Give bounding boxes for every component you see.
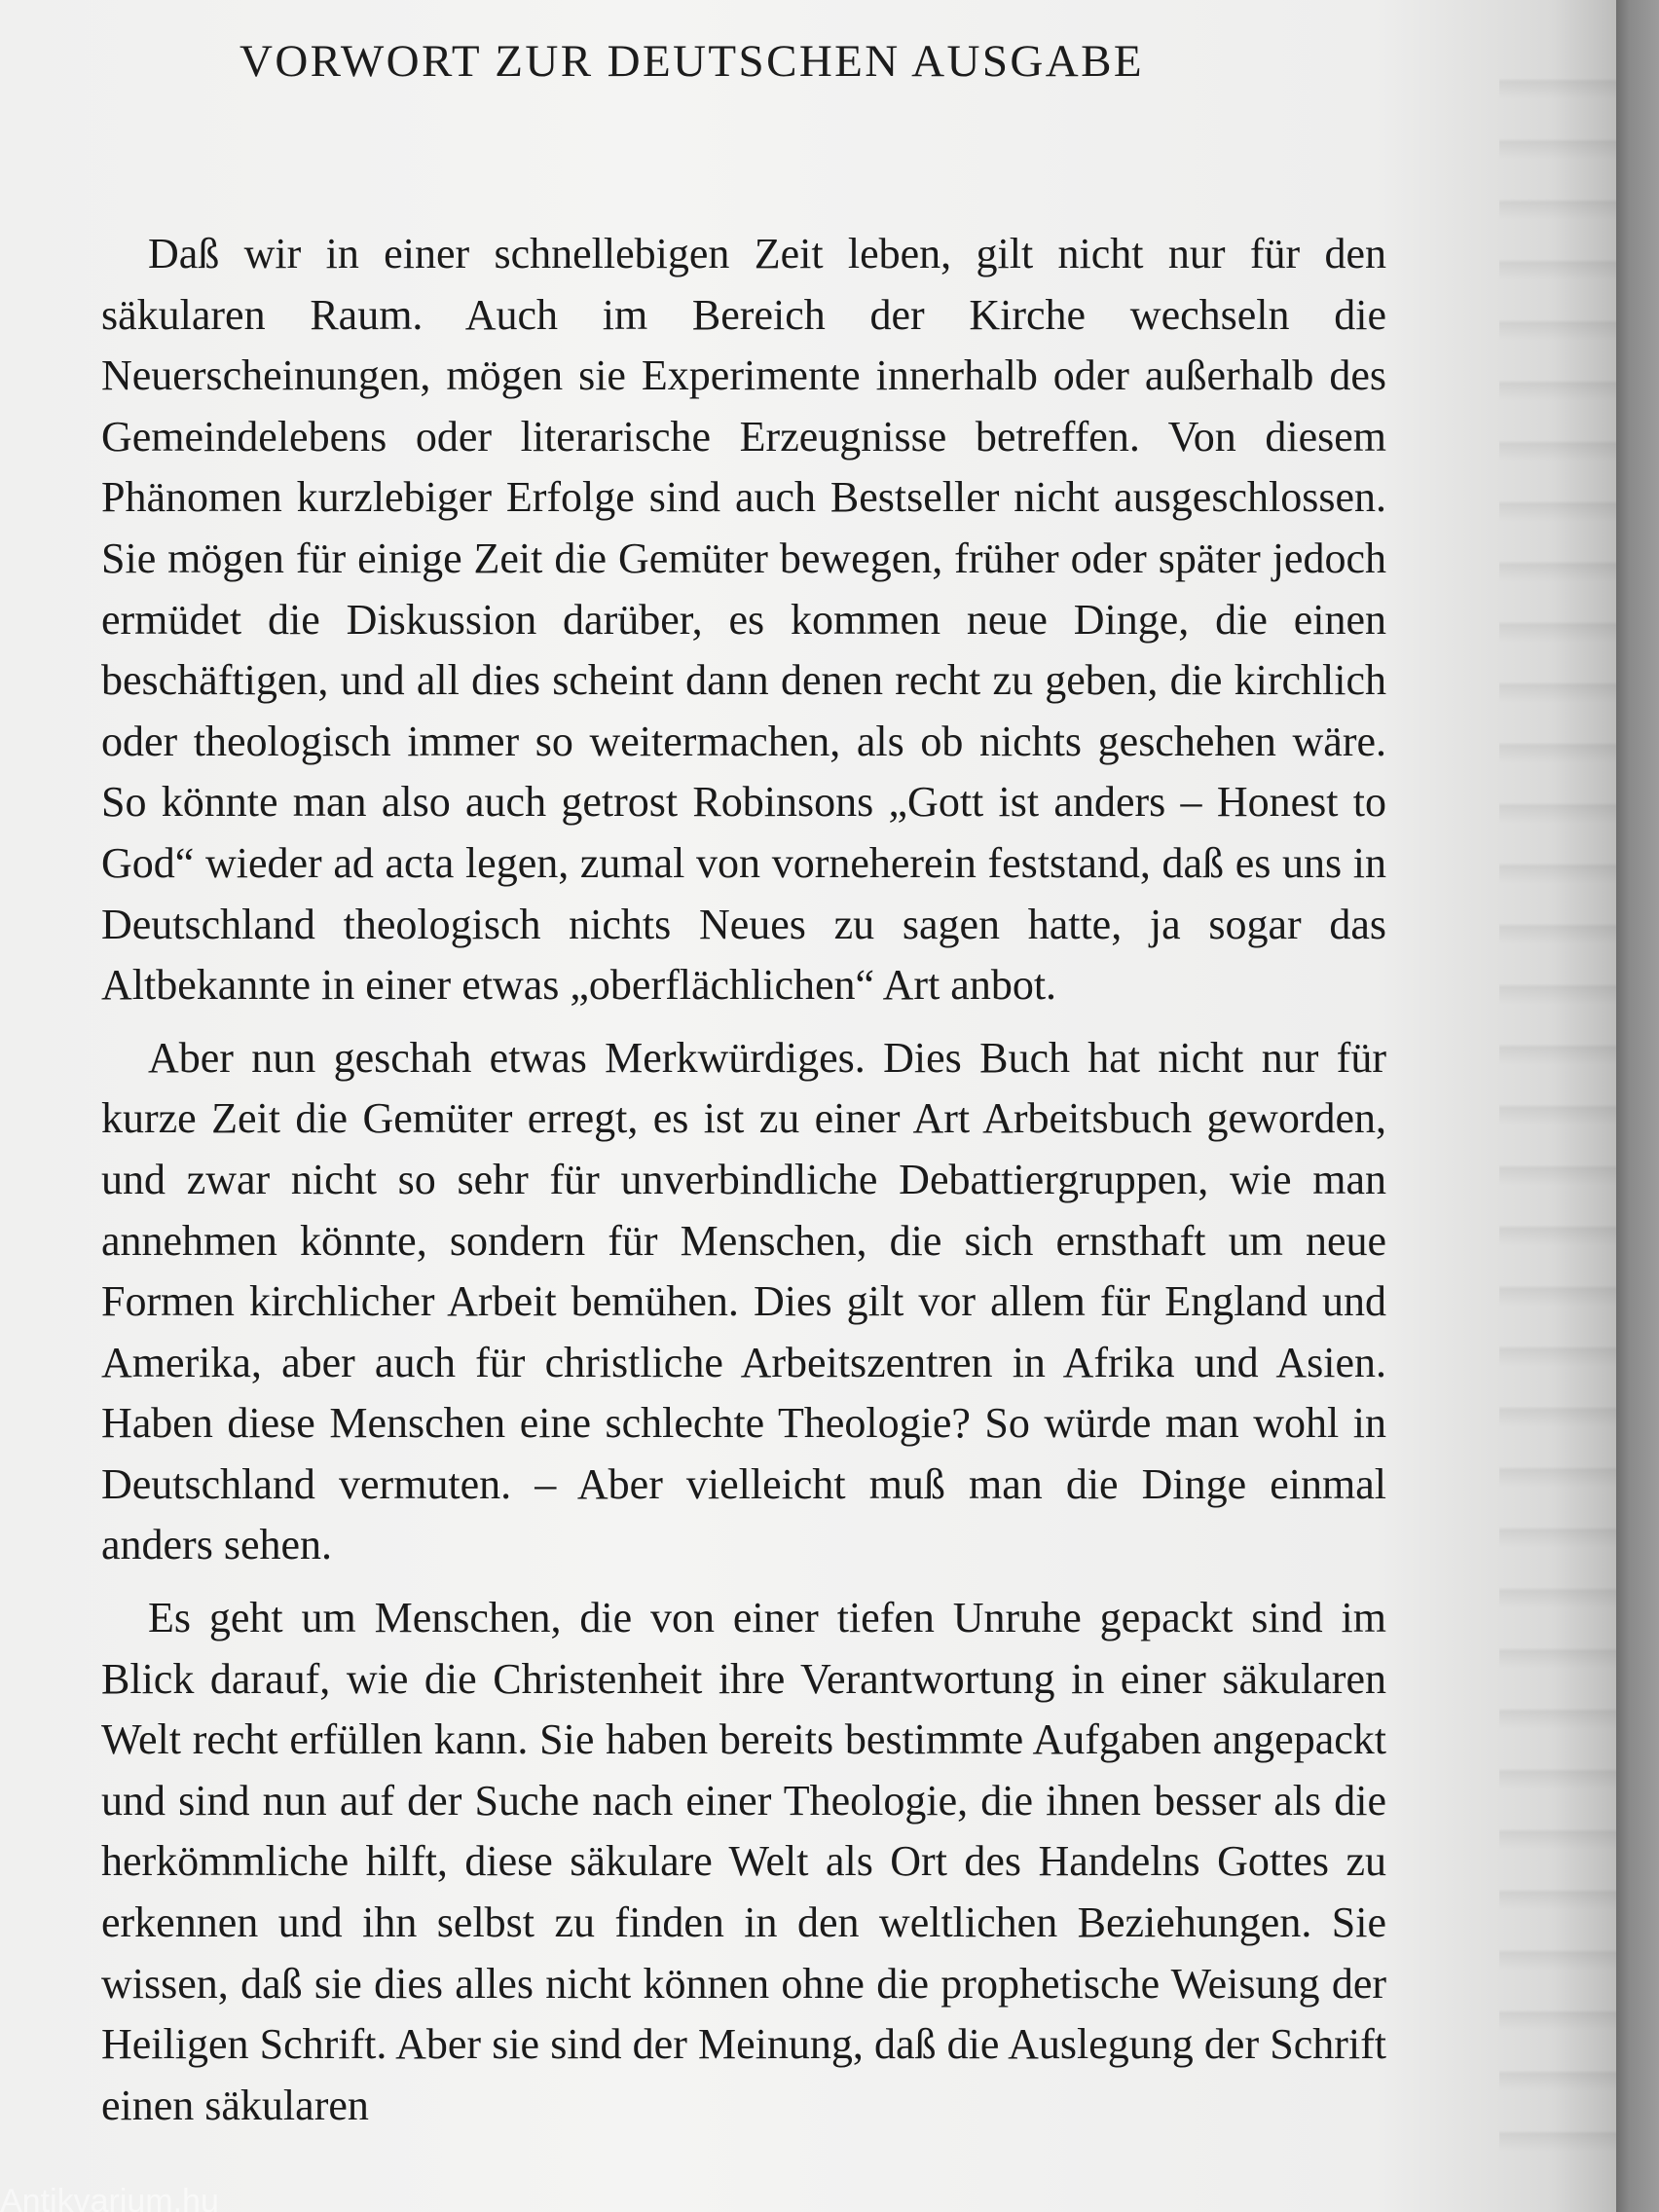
bleed-through-shadow bbox=[1499, 39, 1616, 2181]
page-edge-shadow bbox=[1616, 0, 1659, 2212]
paragraph-1: Daß wir in einer schnellebigen Zeit leben, gilt nicht nur für den säkularen Raum. Auch im Bereich der Kirche wechseln die Neuerscheinungen, mögen sie Experimente innerhalb oder außerhalb des Gemeindelebens oder literarische Erzeugnisse betreffen. Von diesem Phänomen kurzlebiger Erfolge sind auch Bestseller nicht ausgeschlossen. Sie mögen für einige Zeit die Gemüter bewegen, früher oder später jedoch ermüdet die Diskussion darüber, es kommen neue Dinge, die einen beschäftigen, und all dies scheint dann denen recht zu geben, die kirchlich oder theologisch immer so weitermachen, als ob nichts geschehen wäre. So könnte man also auch getrost Robinsons „Gott ist anders – Honest to God“ wieder ad acta legen, zumal von vorneherein feststand, daß es uns in Deutschland theologisch nichts Neues zu sagen hatte, ja sogar das Altbekannte in einer etwas „oberflächlichen“ Art anbot. bbox=[101, 230, 1386, 1010]
page-heading: VORWORT ZUR DEUTSCHEN AUSGABE bbox=[240, 36, 1144, 87]
paragraph-2: Aber nun geschah etwas Merkwürdiges. Dies Buch hat nicht nur für kurze Zeit die Gemüter erregt, es ist zu einer Art Arbeitsbuch geworden, und zwar nicht so sehr für unverbindliche Debattiergruppen, wie man annehmen könnte, sondern für Menschen, die sich ernsthaft um neue Formen kirchlicher Arbeit bemühen. Dies gilt vor allem für England und Amerika, aber auch für christliche Arbeitszentren in Afrika und Asien. Haben diese Menschen eine schlechte Theologie? So würde man wohl in Deutschland vermuten. – Aber vielleicht muß man die Dinge einmal anders sehen. bbox=[101, 1033, 1386, 1569]
paragraph-3: Es geht um Menschen, die von einer tiefen Unruhe gepackt sind im Blick darauf, wie die Christenheit ihre Verantwortung in einer säkularen Welt recht erfüllen kann. Sie haben bereits bestimmte Aufgaben angepackt und sind nun auf der Suche nach einer Theologie, die ihnen besser als die herkömmliche hilft, diese säkulare Welt als Ort des Handelns Gottes zu erkennen und ihn selbst zu finden in den weltlichen Beziehungen. Sie wissen, daß sie dies alles nicht können ohne die prophetische Weisung der Heiligen Schrift. Aber sie sind der Meinung, daß die Auslegung der Schrift einen säkularen bbox=[101, 1594, 1386, 2129]
watermark: Antikvarium.hu bbox=[0, 2185, 219, 2212]
body-text bbox=[101, 224, 1386, 2148]
